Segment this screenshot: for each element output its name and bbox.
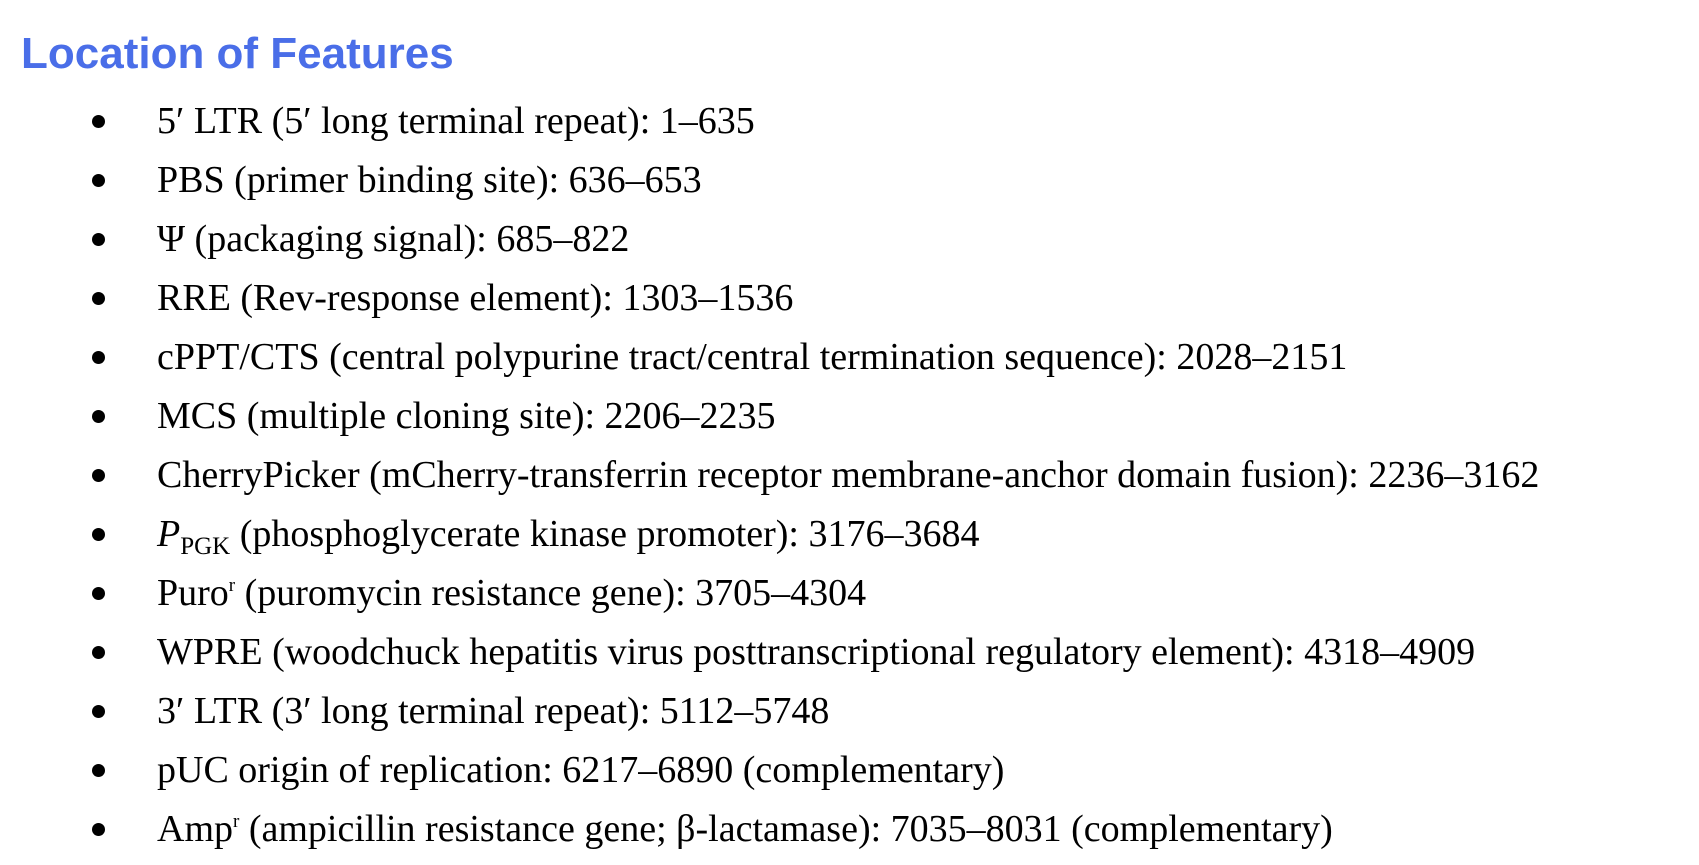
feature-name: RRE	[157, 277, 231, 319]
feature-name: pUC origin of replication	[157, 749, 543, 791]
bullet-icon	[92, 528, 105, 541]
bullet-icon	[92, 587, 105, 600]
feature-name-modifier: r	[228, 575, 236, 596]
feature-text	[157, 328, 1347, 387]
feature-detail: (phosphoglycerate kinase promoter): 3176–3684	[230, 513, 980, 555]
feature-text	[157, 800, 1333, 859]
feature-name: Amp	[157, 808, 233, 850]
feature-name: Puro	[157, 572, 229, 614]
feature-text	[157, 741, 1004, 800]
feature-name-modifier: r	[233, 811, 240, 832]
bullet-icon	[92, 469, 105, 482]
feature-detail: (Rev-response element): 1303–1536	[230, 277, 794, 319]
feature-detail: (mCherry-transferrin receptor membrane-anchor domain fusion): 2236–3162	[359, 454, 1540, 496]
bullet-icon	[92, 233, 105, 246]
feature-detail: (ampicillin resistance gene; β-lactamase): 7035–8031 (complementary)	[239, 808, 1333, 850]
feature-detail: (packaging signal): 685–822	[185, 218, 630, 260]
feature-name: Ψ	[157, 218, 186, 260]
bullet-icon	[92, 823, 105, 836]
feature-text	[157, 92, 755, 151]
feature-name-modifier: PGK	[180, 533, 231, 560]
bullet-icon	[92, 351, 105, 364]
feature-detail: (puromycin resistance gene): 3705–4304	[235, 572, 867, 614]
feature-detail: : 6217–6890 (complementary)	[542, 749, 1005, 791]
feature-name: 5′ LTR	[157, 100, 263, 142]
feature-text	[157, 623, 1475, 682]
feature-detail: (woodchuck hepatitis virus posttranscriptional regulatory element): 4318–4909	[262, 631, 1476, 673]
bullet-icon	[92, 705, 105, 718]
feature-detail: (multiple cloning site): 2206–2235	[237, 395, 776, 437]
bullet-icon	[92, 646, 105, 659]
feature-text	[157, 505, 980, 564]
feature-name: CherryPicker	[157, 454, 360, 496]
bullet-icon	[92, 174, 105, 187]
feature-text	[157, 446, 1539, 505]
feature-name: cPPT/CTS	[157, 336, 320, 378]
feature-name: MCS	[157, 395, 238, 437]
feature-name: 3′ LTR	[157, 690, 263, 732]
feature-name: PBS	[157, 159, 225, 201]
feature-text	[157, 151, 702, 210]
feature-text	[157, 269, 793, 328]
feature-name: WPRE	[157, 631, 263, 673]
feature-text	[157, 564, 866, 623]
page-title: Location of Features	[21, 29, 454, 78]
feature-text	[157, 682, 829, 741]
feature-detail: (primer binding site): 636–653	[224, 159, 702, 201]
bullet-icon	[92, 292, 105, 305]
feature-name: P	[157, 513, 181, 555]
feature-text	[157, 210, 629, 269]
feature-text	[157, 387, 776, 446]
bullet-icon	[92, 410, 105, 423]
feature-detail: (5′ long terminal repeat): 1–635	[262, 100, 755, 142]
bullet-icon	[92, 764, 105, 777]
bullet-icon	[92, 115, 105, 128]
feature-detail: (central polypurine tract/central termination sequence): 2028–2151	[319, 336, 1348, 378]
feature-detail: (3′ long terminal repeat): 5112–5748	[262, 690, 830, 732]
